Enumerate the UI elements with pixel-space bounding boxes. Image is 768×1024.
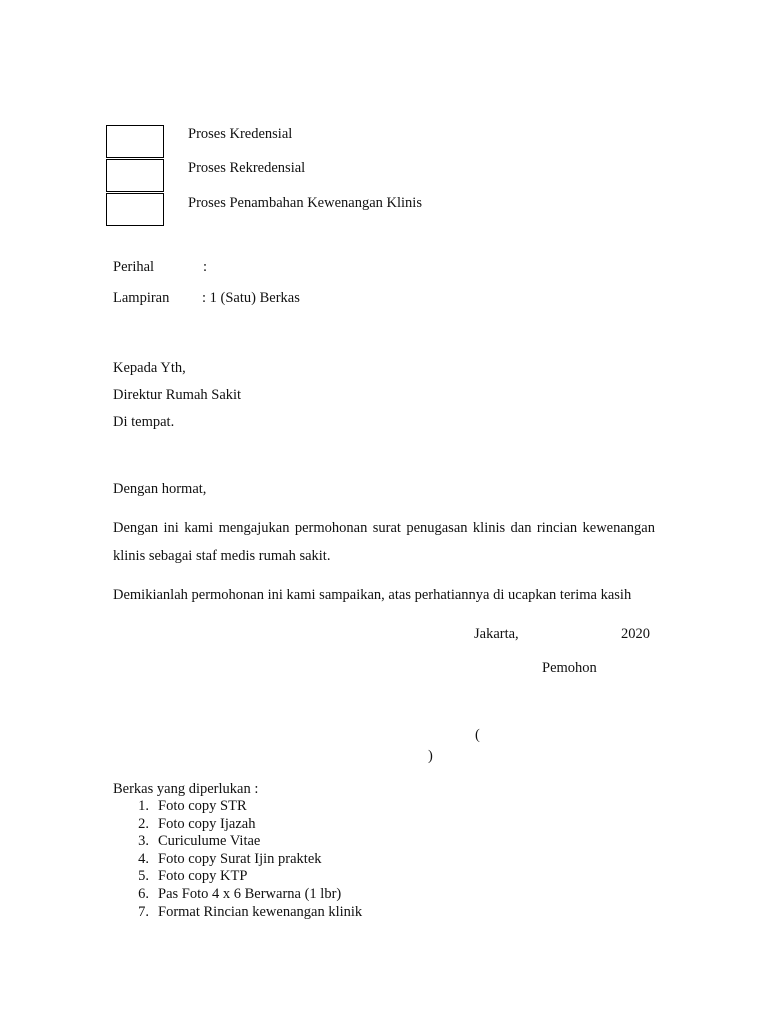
list-item-text: Format Rincian kewenangan klinik xyxy=(158,903,363,920)
checkbox-label-penambahan-kewenangan: Proses Penambahan Kewenangan Klinis xyxy=(188,195,422,211)
lampiran-label: Lampiran xyxy=(113,290,170,306)
body-paragraph-2: Demikianlah permohonan ini kami sampaikan, atas perhatiannya di ucapkan terima kasih xyxy=(113,587,632,603)
requirements-title: Berkas yang diperlukan : xyxy=(113,781,259,797)
checkbox-label-kredensial: Proses Kredensial xyxy=(188,126,293,142)
list-item-text: Foto copy Ijazah xyxy=(158,815,256,832)
list-item-number: 6. xyxy=(138,885,149,902)
list-item-text: Foto copy KTP xyxy=(158,868,248,885)
body-paragraph-1: Dengan ini kami mengajukan permohonan surat penugasan klinis dan rincian kewenangan klinis sebagai staf medis rumah sakit. xyxy=(113,520,655,564)
signature-close-paren: ) xyxy=(428,748,433,764)
signature-open-paren: ( xyxy=(475,727,480,743)
checkbox-rekredensial[interactable] xyxy=(106,159,164,192)
list-item-number: 7. xyxy=(138,903,149,920)
signature-year: 2020 xyxy=(621,626,650,642)
checkbox-penambahan-kewenangan[interactable] xyxy=(106,193,164,226)
greeting: Dengan hormat, xyxy=(113,481,207,497)
list-item-text: Foto copy STR xyxy=(158,798,247,814)
list-item-text: Pas Foto 4 x 6 Berwarna (1 lbr) xyxy=(158,885,342,902)
recipient-line-3: Di tempat. xyxy=(113,414,175,430)
list-item-number: 2. xyxy=(138,815,149,832)
checkbox-label-rekredensial: Proses Rekredensial xyxy=(188,160,306,176)
signature-city: Jakarta, xyxy=(474,626,519,642)
list-item-text: Foto copy Surat Ijin praktek xyxy=(158,850,322,867)
recipient-line-1: Kepada Yth, xyxy=(113,360,186,376)
list-item-number: 1. xyxy=(138,798,149,814)
list-item-number: 4. xyxy=(138,850,149,867)
signature-role: Pemohon xyxy=(542,660,597,676)
perihal-value: : xyxy=(203,259,208,275)
list-item-number: 5. xyxy=(138,868,149,885)
recipient-line-2: Direktur Rumah Sakit xyxy=(113,387,242,403)
perihal-label: Perihal xyxy=(113,259,155,275)
checkbox-kredensial[interactable] xyxy=(106,125,164,158)
lampiran-value: : 1 (Satu) Berkas xyxy=(202,290,300,306)
list-item-number: 3. xyxy=(138,833,149,850)
list-item-text: Curiculume Vitae xyxy=(158,833,261,850)
